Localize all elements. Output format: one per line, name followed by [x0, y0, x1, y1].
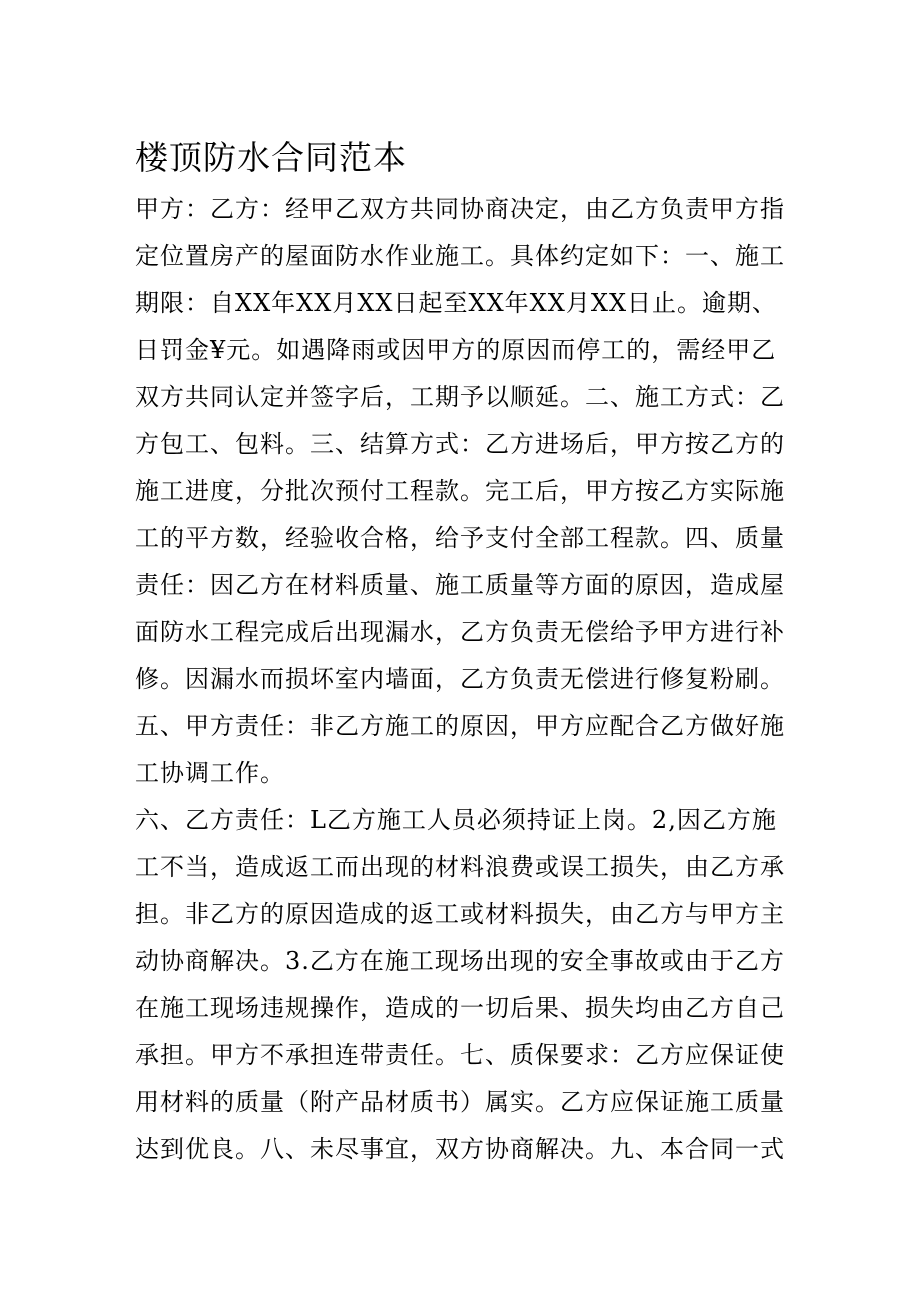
body-line: 用材料的质量（附产品材质书）属实。乙方应保证施工质量	[135, 1088, 785, 1116]
body-line: 期限：自XX年XX月XX日起至XX年XX月XX日止。逾期、	[135, 289, 778, 317]
body-line: 双方共同认定并签字后，工期予以顺延。二、施工方式：乙	[135, 383, 785, 411]
body-line: 工的平方数，经验收合格，给予支付全部工程款。四、质量	[135, 524, 785, 552]
body-line: 甲方：乙方：经甲乙双方共同协商决定，由乙方负责甲方指	[135, 195, 785, 223]
body-line: 修。因漏水而损坏室内墙面，乙方负责无偿进行修复粉刷。	[135, 665, 785, 693]
body-line: 达到优良。八、未尽事宜，双方协商解决。九、本合同一式	[135, 1135, 785, 1163]
body-line: 六、乙方责任：L乙方施工人员必须持证上岗。2,因乙方施	[135, 806, 777, 834]
body-line: 担。非乙方的原因造成的返工或材料损失，由乙方与甲方主	[135, 900, 785, 928]
page-title: 楼顶防水合同范本	[135, 138, 407, 178]
contract-body	[135, 186, 785, 1173]
body-line: 工不当，造成返工而出现的材料浪费或误工损失，由乙方承	[135, 853, 785, 881]
body-line: 施工进度，分批次预付工程款。完工后，甲方按乙方实际施	[135, 477, 785, 505]
body-line: 方包工、包料。三、结算方式：乙方进场后，甲方按乙方的	[135, 430, 785, 458]
body-line: 责任：因乙方在材料质量、施工质量等方面的原因，造成屋	[135, 571, 785, 599]
body-line: 五、甲方责任：非乙方施工的原因，甲方应配合乙方做好施	[135, 712, 785, 740]
body-line: 定位置房产的屋面防水作业施工。具体约定如下：一、施工	[135, 242, 785, 270]
body-line: 动协商解决。3.乙方在施工现场出现的安全事故或由于乙方	[135, 947, 785, 975]
body-line: 承担。甲方不承担连带责任。七、质保要求：乙方应保证使	[135, 1041, 785, 1069]
body-line: 日罚金¥元。如遇降雨或因甲方的原因而停工的，需经甲乙	[135, 336, 777, 364]
body-line: 在施工现场违规操作，造成的一切后果、损失均由乙方自己	[135, 994, 785, 1022]
body-line: 工协调工作。	[135, 759, 285, 787]
body-line: 面防水工程完成后出现漏水，乙方负责无偿给予甲方进行补	[135, 618, 785, 646]
